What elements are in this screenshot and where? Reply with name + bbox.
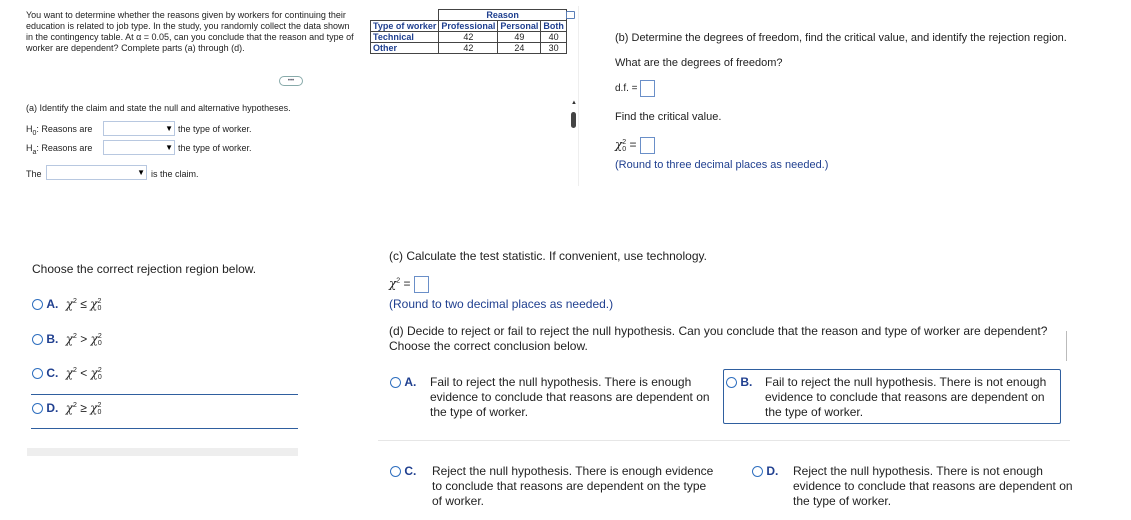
claim-dropdown[interactable] [46, 165, 147, 180]
rejection-option-c[interactable]: C. $\chi^2 < \chi$ 2 0 [32, 366, 102, 381]
claim-suffix: is the claim. [151, 169, 199, 179]
conclusion-c-text: Reject the null hypothesis. There is enough evidence to conclude that reasons are dependent on the type of worker. [432, 464, 714, 508]
df-input[interactable] [640, 80, 655, 97]
test-statistic-input[interactable] [414, 276, 429, 293]
row-header: Technical [371, 32, 439, 43]
rejection-option-d[interactable]: D. $\chi^2 \ge \chi$ 2 0 [32, 401, 101, 416]
part-a-prompt: (a) Identify the claim and state the null and alternative hypotheses. [26, 103, 291, 113]
df-question: What are the degrees of freedom? [615, 57, 783, 69]
chevron-down-icon: ▼ [165, 143, 173, 152]
radio-button[interactable] [390, 466, 401, 477]
critical-value-input[interactable] [640, 137, 655, 154]
rejection-option-a[interactable]: A. $\chi^2 \le \chi$ 2 0 [32, 297, 101, 312]
conclusion-option-b[interactable]: B. [726, 375, 752, 390]
row-header: Other [371, 43, 439, 54]
h0-line: $H_0$: Reasons are [26, 124, 93, 137]
stat-hint: (Round to two decimal places as needed.) [389, 297, 614, 311]
part-d-prompt-2: Choose the correct conclusion below. [389, 339, 588, 353]
table-cell: 42 [439, 32, 498, 43]
table-row [371, 32, 567, 43]
col-header: Both [541, 21, 567, 32]
radio-button[interactable] [752, 466, 763, 477]
contingency-table [370, 9, 567, 54]
scroll-track[interactable] [27, 448, 298, 456]
corner-header: Type of worker [371, 21, 439, 32]
copy-table-icon[interactable] [566, 11, 575, 19]
ha-suffix: the type of worker. [178, 143, 252, 153]
table-cell: 40 [541, 32, 567, 43]
radio-button[interactable] [32, 403, 43, 414]
stat-row: $\chi^2$ = [389, 276, 429, 293]
conclusion-option-c[interactable]: C. [390, 464, 416, 479]
scroll-up-icon[interactable]: ▲ [571, 100, 577, 106]
table-cell: 49 [498, 32, 541, 43]
radio-button[interactable] [32, 299, 43, 310]
conclusion-option-a[interactable]: A. [390, 375, 416, 390]
reason-header: Reason [439, 10, 567, 21]
radio-button[interactable] [726, 377, 737, 388]
df-row: d.f. = [615, 80, 655, 97]
table-cell: 24 [498, 43, 541, 54]
options-divider [378, 440, 1070, 441]
expand-button[interactable]: ••• [279, 76, 303, 86]
h0-dropdown[interactable] [103, 121, 175, 136]
rejection-prompt: Choose the correct rejection region below. [32, 262, 257, 276]
col-header: Personal [498, 21, 541, 32]
chevron-down-icon: ▼ [165, 124, 173, 133]
part-d-prompt-1: (d) Decide to reject or fail to reject the null hypothesis. Can you conclude that the reason and type of worker are dependent? [389, 324, 1048, 338]
cv-hint: (Round to three decimal places as needed.) [615, 159, 829, 171]
table-cell: 42 [439, 43, 498, 54]
ha-dropdown[interactable] [103, 140, 175, 155]
scrollbar-thumb[interactable] [571, 112, 576, 128]
radio-button[interactable] [32, 334, 43, 345]
conclusion-d-text: Reject the null hypothesis. There is not enough evidence to conclude that reasons are dependent on the type of worker. [793, 464, 1073, 508]
table-row [371, 43, 567, 54]
conclusion-b-text: Fail to reject the null hypothesis. There is not enough evidence to conclude that reasons are dependent on the type of worker. [765, 375, 1047, 419]
col-header: Professional [439, 21, 498, 32]
conclusion-a-text: Fail to reject the null hypothesis. There is enough evidence to conclude that reasons are dependent on the type of worker. [430, 375, 710, 419]
right-edge-marker [1066, 331, 1070, 361]
conclusion-option-d[interactable]: D. [752, 464, 778, 479]
ha-line: $H_a$: Reasons are [26, 143, 93, 156]
claim-the-label: The [26, 169, 42, 179]
chevron-down-icon: ▼ [137, 168, 145, 177]
table-cell: 30 [541, 43, 567, 54]
cv-question: Find the critical value. [615, 111, 722, 123]
radio-button[interactable] [390, 377, 401, 388]
cv-row: χ 2 0 = [615, 137, 655, 154]
contingency-table-wrap [370, 9, 567, 54]
rejection-option-b[interactable]: B. $\chi^2 > \chi$ 2 0 [32, 332, 102, 347]
part-b-prompt: (b) Determine the degrees of freedom, find the critical value, and identify the rejection region. [615, 32, 1067, 44]
h0-suffix: the type of worker. [178, 124, 252, 134]
radio-button[interactable] [32, 368, 43, 379]
pane-divider [578, 6, 579, 186]
question-intro: You want to determine whether the reasons given by workers for continuing their education is related to job type. In the study, you randomly collect the data shown in the contingency table. At α = 0.05, can you conclude that the reason and type of worker are dependent? Complete parts (a) through (d). [26, 10, 354, 53]
part-c-prompt: (c) Calculate the test statistic. If convenient, use technology. [389, 249, 707, 263]
